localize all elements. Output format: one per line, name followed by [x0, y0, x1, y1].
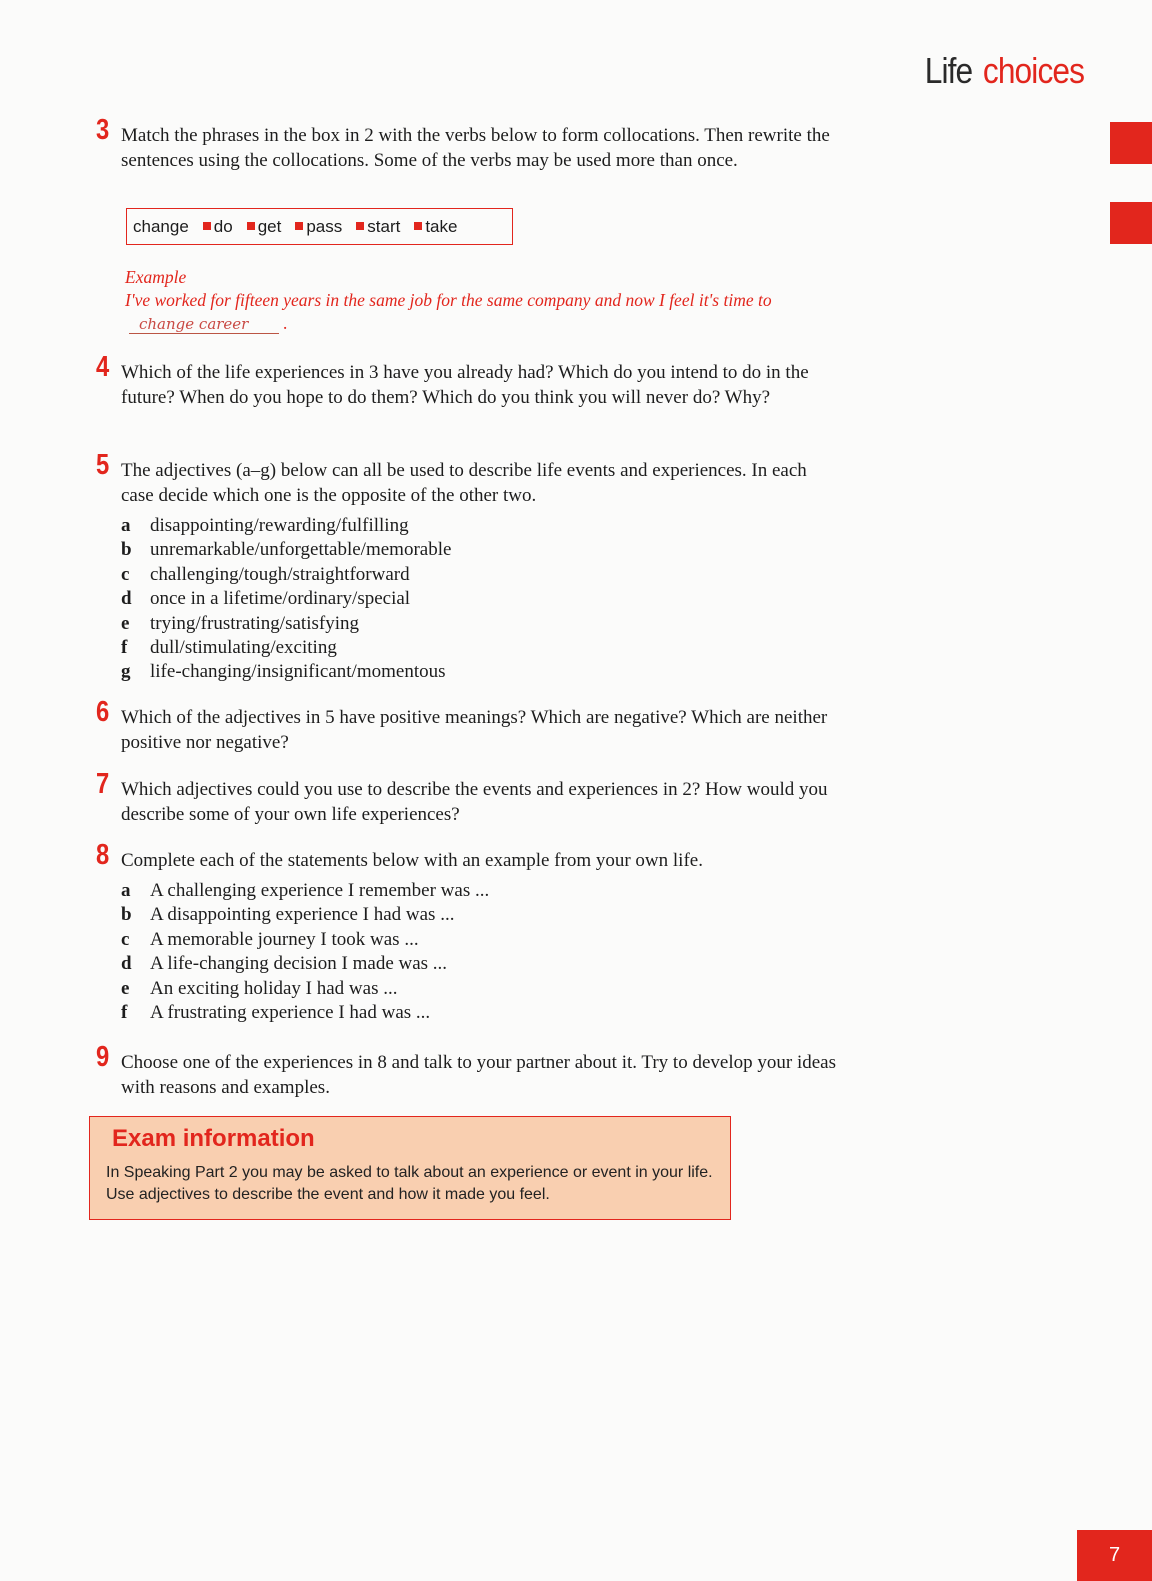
exercise-instructions: Choose one of the experiences in 8 and talk to your partner about it. Try to develop your ideas with reasons and examples.	[121, 1052, 836, 1098]
item-letter: b	[121, 904, 132, 926]
item-letter: e	[121, 612, 130, 634]
example	[125, 266, 845, 335]
exercise-3	[96, 114, 836, 173]
unit-title-word-1: Life	[924, 50, 973, 91]
exercise-instructions: The adjectives (a–g) below can all be used to describe life events and experiences. In each case decide which one is the opposite of the other two.	[121, 460, 807, 506]
bullet-square-icon	[356, 222, 364, 230]
exercise-instructions: Match the phrases in the box in 2 with the verbs below to form collocations. Then rewrite the sentences using the collocations. Some of the verbs may be used more than once.	[121, 125, 830, 171]
item-text: A frustrating experience I had was ...	[150, 1001, 431, 1023]
item-text: A disappointing experience I had was ...	[150, 904, 455, 926]
exercise-number: 6	[96, 696, 110, 728]
verb: do	[213, 216, 233, 236]
bullet-square-icon	[203, 222, 211, 230]
item-letter: f	[121, 636, 128, 658]
item-text: A challenging experience I remember was ...	[150, 880, 490, 901]
verb-box	[126, 208, 513, 245]
example-sentence-text: I've worked for fifteen years in the same job for the same company and now I feel it's time to	[125, 290, 772, 310]
list-item	[121, 976, 836, 1000]
item-text: life-changing/insignificant/momentous	[150, 661, 446, 683]
verb: pass	[306, 216, 343, 236]
exercise-number: 3	[96, 114, 110, 146]
exercise-4	[96, 351, 836, 410]
exercise-number: 9	[96, 1041, 110, 1073]
item-letter: e	[121, 977, 130, 999]
exam-information-text: In Speaking Part 2 you may be asked to talk about an experience or event in your life. Use adjectives to describe the event and how it made you feel.	[106, 1164, 713, 1203]
bullet-square-icon	[414, 222, 422, 230]
exam-information-box	[89, 1116, 731, 1220]
side-tab-marker	[1110, 202, 1152, 244]
list-item	[121, 659, 836, 683]
exercise-number: 8	[96, 839, 110, 871]
item-letter: d	[121, 953, 132, 975]
bullet-square-icon	[295, 222, 303, 230]
item-text: disappointing/rewarding/fulfilling	[150, 515, 409, 536]
list-item	[121, 537, 836, 561]
example-label: Example	[125, 267, 187, 287]
list-item	[121, 635, 836, 659]
item-letter: a	[121, 515, 131, 536]
exercise-instructions: Which of the adjectives in 5 have positive meanings? Which are negative? Which are neither positive nor negative?	[121, 707, 828, 753]
side-tab-marker	[1110, 122, 1152, 164]
verb: take	[425, 216, 458, 236]
adjective-list	[121, 513, 836, 684]
exercise-number: 5	[96, 449, 110, 481]
item-text: A life-changing decision I made was ...	[150, 953, 448, 975]
list-item	[121, 586, 836, 610]
item-letter: d	[121, 588, 132, 610]
list-item	[121, 562, 836, 586]
item-letter: c	[121, 928, 130, 950]
list-item	[121, 1000, 836, 1024]
item-letter: a	[121, 880, 131, 901]
verb: get	[257, 216, 282, 236]
verb: start	[367, 216, 401, 236]
exercise-instructions: Which adjectives could you use to describe the events and experiences in 2? How would you describe some of your own life experiences?	[121, 779, 828, 825]
exercise-5	[96, 449, 836, 684]
item-letter: f	[121, 1001, 128, 1023]
exercise-number: 4	[96, 351, 110, 383]
exercise-9	[96, 1041, 836, 1100]
example-sentence	[125, 289, 845, 335]
unit-title	[925, 50, 1084, 92]
list-item	[121, 902, 836, 926]
item-letter: b	[121, 539, 132, 561]
item-letter: g	[121, 661, 131, 683]
list-item	[121, 951, 836, 975]
exam-information-title: Exam information	[112, 1125, 315, 1152]
item-text: A memorable journey I took was ...	[150, 928, 419, 950]
item-letter: c	[121, 563, 130, 585]
statement-list	[121, 878, 836, 1024]
exercise-8	[96, 839, 836, 1024]
verb: change	[133, 216, 189, 236]
item-text: dull/stimulating/exciting	[150, 636, 337, 658]
list-item	[121, 611, 836, 635]
item-text: trying/frustrating/satisfying	[150, 612, 359, 634]
item-text: once in a lifetime/ordinary/special	[150, 588, 411, 610]
exercise-6	[96, 696, 836, 755]
unit-title-word-2: choices	[982, 50, 1084, 91]
example-answer: change career	[129, 315, 279, 334]
exercise-7	[96, 768, 836, 827]
example-end: .	[283, 313, 288, 333]
item-text: challenging/tough/straightforward	[150, 563, 410, 585]
exercise-number: 7	[96, 768, 110, 800]
item-text: An exciting holiday I had was ...	[150, 977, 398, 999]
item-text: unremarkable/unforgettable/memorable	[150, 539, 452, 561]
list-item	[121, 513, 836, 537]
list-item	[121, 927, 836, 951]
exercise-instructions: Which of the life experiences in 3 have you already had? Which do you intend to do in the future? When do you hope to do them? Which do you think you will never do? Why?	[121, 362, 809, 408]
page-number: 7	[1077, 1530, 1152, 1581]
bullet-square-icon	[247, 222, 255, 230]
exercise-instructions: Complete each of the statements below with an example from your own life.	[121, 850, 703, 871]
list-item	[121, 878, 836, 902]
